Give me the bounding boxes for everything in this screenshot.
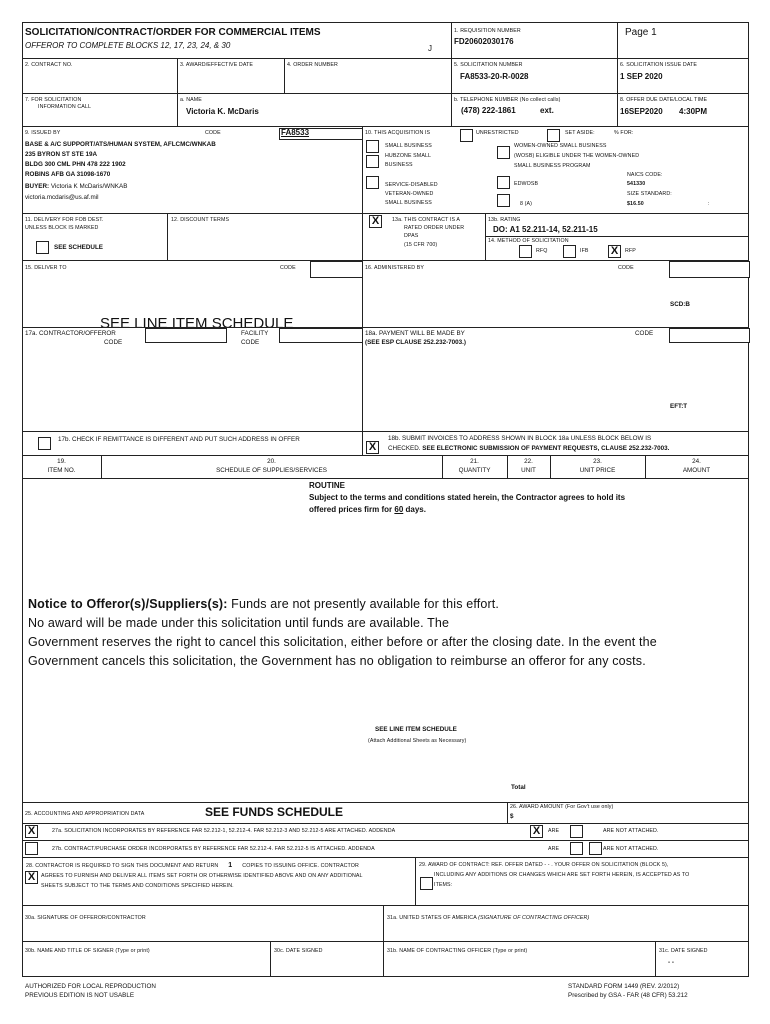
signature-officer-italic: (SIGNATURE OF CONTRACTING OFFICER)	[478, 915, 590, 921]
col-20-num: 20.	[267, 458, 276, 465]
naics-label: NAICS CODE:	[627, 172, 663, 178]
buyer-label: BUYER:	[25, 183, 50, 190]
issued-code-label: CODE	[205, 130, 221, 136]
footer-prescribed-by: Prescribed by GSA - FAR (48 CFR) 53.212	[568, 992, 688, 999]
clause-29-checkbox[interactable]	[420, 877, 433, 890]
rated-order-label-3: DPAS	[404, 233, 419, 239]
contract-no-label: 2. CONTRACT NO.	[25, 62, 73, 68]
facility-code-field[interactable]	[279, 328, 363, 343]
submit-invoice-line-1: 18b. SUBMIT INVOICES TO ADDRESS SHOWN IN BLOCK 18a UNLESS BLOCK BELOW IS	[388, 435, 652, 442]
clause-27b-text: 27b. CONTRACT/PURCHASE ORDER INCORPORATES BY REFERENCE FAR 52.212-4. FAR 52.212-5 IS ATTACHED. ADDENDA	[52, 846, 375, 852]
payment-code-field[interactable]	[669, 328, 750, 343]
deliver-to-code-label: CODE	[280, 265, 296, 271]
issue-date-label: 6. SOLICITATION ISSUE DATE	[620, 62, 698, 68]
clause-28-copies[interactable]: 1	[228, 862, 233, 869]
signer-name-label: 30b. NAME AND TITLE OF SIGNER (Type or print)	[25, 948, 150, 954]
accounting-label: 25. ACCOUNTING AND APPROPRIATION DATA	[25, 811, 145, 817]
wosb-label-3: SMALL BUSINESS PROGRAM	[514, 163, 591, 169]
buyer-email[interactable]: victoria.mcdaris@us.af.mil	[25, 194, 99, 201]
ifb-label: IFB	[580, 248, 589, 254]
offeror-date-label: 30c. DATE SIGNED	[274, 948, 323, 954]
issued-address-line-1: BASE & A/C SUPPORT/ATS/HUMAN SYSTEM, AFLCMC/WNKAB	[25, 141, 216, 148]
rfq-label: RFQ	[536, 248, 548, 254]
deliver-to-label: 15. DELIVER TO	[25, 265, 67, 271]
eft-value: EFT:T	[670, 403, 688, 410]
clause-28-line-2: AGREES TO FURNISH AND DELIVER ALL ITEMS SET FORTH OR OTHERWISE IDENTIFIED ABOVE AND ON ANY ADDITIONAL	[41, 873, 363, 879]
rated-order-label-4: (15 CFR 700)	[404, 242, 438, 248]
rated-order-label: 13a. THIS CONTRACT IS A	[392, 217, 461, 223]
administered-by-label: 16. ADMINISTERED BY	[365, 265, 425, 271]
col-22-num: 22.	[524, 458, 533, 465]
notice-line-1	[28, 597, 499, 611]
percent-for-label: % FOR:	[614, 130, 634, 136]
col-23-label: UNIT PRICE	[579, 467, 616, 474]
method-label: 14. METHOD OF SOLICITATION	[488, 238, 569, 244]
contractor-label: 17a. CONTRACTOR/OFFEROR	[25, 330, 116, 337]
clause-28-checkbox[interactable]: X	[25, 871, 38, 884]
requisition-label: 1. REQUISITION NUMBER	[454, 28, 521, 34]
set-aside-label: SET ASIDE:	[565, 130, 595, 136]
offeror-instruction: OFFEROR TO COMPLETE BLOCKS 12, 17, 23, 24, & 30	[25, 41, 231, 50]
telephone-ext: ext.	[540, 106, 554, 115]
terms-line-2	[309, 505, 426, 514]
col-21-label: QUANTITY	[458, 467, 491, 474]
rated-order-checkbox[interactable]: X	[369, 215, 382, 228]
see-schedule-checkbox[interactable]	[36, 241, 49, 254]
col-20-label: SCHEDULE OF SUPPLIES/SERVICES	[216, 467, 327, 474]
solicitation-number-label: 5. SOLICITATION NUMBER	[454, 62, 523, 68]
issue-date[interactable]: 1 SEP 2020	[620, 72, 663, 81]
buyer-name: Victoria K McDaris/WNKAB	[50, 183, 128, 190]
hubzone-label: HUBZONE SMALL	[385, 153, 432, 159]
footer-reproduction: AUTHORIZED FOR LOCAL REPRODUCTION	[25, 983, 156, 990]
attach-sheets-note: (Attach Additional Sheets as Necessary)	[368, 738, 467, 744]
hubzone-label-2: BUSINESS	[385, 162, 413, 168]
col-19-label: ITEM NO.	[47, 467, 76, 474]
due-time[interactable]: 4:30PM	[679, 107, 708, 116]
name-label: a. NAME	[180, 97, 202, 103]
contractor-code-label: CODE	[104, 339, 123, 346]
27b-are-label: ARE	[548, 846, 560, 852]
info-call-label: 7. FOR SOLICITATION	[25, 97, 82, 103]
27a-not-attached-checkbox[interactable]	[570, 825, 583, 838]
issued-address-line-2: 235 BYRON ST STE 19A	[25, 151, 98, 158]
clause-28-text-b: COPIES TO ISSUING OFFICE. CONTRACTOR	[242, 863, 359, 869]
issued-code: FA8533	[281, 128, 310, 137]
facility-label: FACILITY	[241, 330, 269, 337]
small-business-checkbox[interactable]	[366, 140, 379, 153]
notice-line-4: Government cancels this solicitation, the Government has no obligation to reimburse an offeror for any costs.	[28, 654, 646, 668]
issued-by-label: 9. ISSUED BY	[25, 130, 61, 136]
submit-invoice-checkbox[interactable]: X	[366, 441, 379, 454]
due-date-label: 8. OFFER DUE DATE/LOCAL TIME	[620, 97, 708, 103]
j-mark: J	[428, 44, 432, 53]
27b-not-attached-checkbox[interactable]	[589, 842, 602, 855]
rating-label: 13b. RATING	[488, 217, 521, 223]
payment-code-label: CODE	[635, 330, 654, 337]
buyer-line	[25, 183, 127, 190]
col-22-label: UNIT	[521, 467, 536, 474]
administered-code-label: CODE	[618, 265, 634, 271]
wosb-checkbox[interactable]	[497, 146, 510, 159]
clause-27b-checkbox[interactable]	[25, 842, 38, 855]
wosb-label-2: (WOSB) ELIGIBLE UNDER THE WOMEN-OWNED	[514, 153, 640, 159]
telephone-number[interactable]: (478) 222-1861	[461, 106, 516, 115]
wosb-label: WOMEN-OWNED SMALL BUSINESS	[514, 143, 607, 149]
issued-address-line-4: ROBINS AFB GA 31098-1670	[25, 171, 111, 178]
contact-name[interactable]: Victoria K. McDaris	[186, 107, 259, 116]
notice-line-2: No award will be made under this solicitation until funds are available. The	[28, 616, 450, 630]
set-aside-checkbox[interactable]	[547, 129, 560, 142]
sdvosb-label: SERVICE-DISABLED	[385, 182, 438, 188]
routine-label: ROUTINE	[309, 481, 345, 490]
payment-value: (SEE ESP CLAUSE 252.232-7003.)	[365, 339, 467, 346]
signature-officer-prefix: 31a. UNITED STATES OF AMERICA	[387, 915, 477, 921]
terms-text-a: offered prices firm for	[309, 505, 393, 514]
unrestricted-checkbox[interactable]	[460, 129, 473, 142]
delivery-fob-label: 11. DELIVERY FOR FOB DEST.	[25, 217, 104, 223]
eight-a-label: 8 (A)	[520, 201, 532, 207]
col-19-num: 19.	[57, 458, 66, 465]
submit-invoice-line-2	[388, 445, 669, 452]
col-21-num: 21.	[470, 458, 479, 465]
sdvosb-label-3: SMALL BUSINESS	[385, 200, 432, 206]
sdvosb-label-2: VETERAN-OWNED	[385, 191, 434, 197]
officer-name-label: 31b. NAME OF CONTRACTING OFFICER (Type or print)	[387, 948, 528, 954]
notice-heading: Notice to Offeror(s)/Suppliers(s):	[28, 597, 228, 611]
clause-29-line-1: 29. AWARD OF CONTRACT: REF. OFFER DATED - - . YOUR OFFER ON SOLICITATION (BLOCK 5),	[419, 862, 669, 868]
acquisition-label: 10. THIS ACQUISITION IS	[365, 130, 431, 136]
notice-line-3: Government reserves the right to cancel this solicitation, either before or after the closing date. In the event the	[28, 635, 657, 649]
footer-previous-edition: PREVIOUS EDITION IS NOT USABLE	[25, 992, 135, 999]
administered-code-field[interactable]	[669, 261, 750, 278]
award-dollar: $	[510, 813, 514, 820]
terms-days: 60	[394, 505, 404, 514]
sdvosb-checkbox[interactable]	[366, 176, 379, 189]
payment-label: 18a. PAYMENT WILL BE MADE BY	[365, 330, 465, 337]
footer-form-number: STANDARD FORM 1449 (REV. 2/2012)	[568, 983, 680, 990]
facility-code-label: CODE	[241, 339, 260, 346]
officer-date-label: 31c. DATE SIGNED	[659, 948, 708, 954]
27b-are-checkbox[interactable]	[570, 842, 583, 855]
remittance-label: 17b. CHECK IF REMITTANCE IS DIFFERENT AND PUT SUCH ADDRESS IN OFFER	[58, 436, 300, 443]
unrestricted-label: UNRESTRICTED	[476, 130, 519, 136]
clause-29-line-3: ITEMS:	[434, 882, 453, 888]
see-schedule-label: SEE SCHEDULE	[54, 244, 103, 251]
27a-are-checkbox[interactable]: X	[530, 825, 543, 838]
order-number-label: 4. ORDER NUMBER	[287, 62, 338, 68]
edwosb-label: EDWOSB	[514, 181, 539, 187]
signature-officer-label	[387, 915, 589, 921]
edwosb-checkbox[interactable]	[497, 176, 510, 189]
terms-text-b: days.	[405, 505, 426, 514]
size-standard-label: SIZE STANDARD:	[627, 191, 672, 197]
award-date-label: 3. AWARD/EFFECTIVE DATE	[180, 62, 254, 68]
rfq-checkbox[interactable]	[519, 245, 532, 258]
clause-29-line-2: INCLUDING ANY ADDITIONS OR CHANGES WHICH ARE SET FORTH HEREIN, IS ACCEPTED AS TO	[434, 872, 690, 878]
27a-not-attached-label: ARE NOT ATTACHED.	[603, 828, 659, 834]
clause-28-text-a: 28. CONTRACTOR IS REQUIRED TO SIGN THIS DOCUMENT AND RETURN	[26, 863, 219, 869]
see-line-item-schedule: SEE LINE ITEM SCHEDULE	[375, 726, 457, 733]
col-23-num: 23.	[593, 458, 602, 465]
page-number: Page 1	[625, 27, 657, 38]
clause-28-line-3: SHEETS SUBJECT TO THE TERMS AND CONDITIONS SPECIFIED HEREIN.	[41, 883, 234, 889]
due-date[interactable]: 16SEP2020	[620, 107, 663, 116]
clause-27a-checkbox[interactable]: X	[25, 825, 38, 838]
scd-value: SCD:B	[670, 301, 690, 308]
clause-28-line-1	[26, 862, 359, 869]
rating-value[interactable]: DO: A1 52.211-14, 52.211-15	[493, 225, 598, 234]
form-title: SOLICITATION/CONTRACT/ORDER FOR COMMERCIAL ITEMS	[25, 27, 321, 38]
submit-esp: SEE ELECTRONIC SUBMISSION OF PAYMENT REQUESTS, CLAUSE 252.232-7003.	[422, 445, 670, 452]
col-24-label: AMOUNT	[682, 467, 711, 474]
col-24-num: 24.	[692, 458, 701, 465]
officer-date-value: - -	[668, 959, 674, 966]
naics-code[interactable]: 541330	[627, 181, 646, 187]
award-amount-label: 26. AWARD AMOUNT (For Gov't use only)	[510, 804, 614, 810]
size-standard[interactable]: $16.50	[627, 201, 644, 207]
rated-order-label-2: RATED ORDER UNDER	[404, 225, 465, 231]
requisition-number[interactable]: FD20602030176	[454, 37, 514, 46]
solicitation-number[interactable]: FA8533-20-R-0028	[460, 72, 529, 81]
27a-are-label: ARE	[548, 828, 560, 834]
contractor-code-field[interactable]	[145, 328, 227, 343]
rfp-checkbox[interactable]: X	[608, 245, 621, 258]
ifb-checkbox[interactable]	[563, 245, 576, 258]
overflow-text-clip	[100, 312, 300, 327]
hubzone-checkbox[interactable]	[366, 155, 379, 168]
discount-terms-label: 12. DISCOUNT TERMS	[171, 217, 230, 223]
telephone-label: b. TELEPHONE NUMBER (No collect calls)	[454, 97, 561, 103]
overflow-line-schedule: SEE LINE ITEM SCHEDULE	[100, 315, 294, 327]
terms-line-1: Subject to the terms and conditions stated herein, the Contractor agrees to hold its	[309, 493, 626, 502]
small-business-label: SMALL BUSINESS	[385, 143, 432, 149]
deliver-to-code-field[interactable]	[310, 261, 363, 278]
info-call-label-2: INFORMATION CALL	[38, 104, 92, 110]
delivery-fob-label-2: UNLESS BLOCK IS MARKED	[25, 225, 99, 231]
signature-offeror-label: 30a. SIGNATURE OF OFFEROR/CONTRACTOR	[25, 915, 146, 921]
size-colon: :	[708, 201, 710, 207]
notice-text: Funds are not presently available for this effort.	[227, 597, 500, 611]
remittance-checkbox[interactable]	[38, 437, 51, 450]
issued-address-line-3: BLDG 300 CML PHN 478 222 1902	[25, 161, 126, 168]
accounting-value: SEE FUNDS SCHEDULE	[205, 805, 344, 819]
clause-27a-text: 27a. SOLICITATION INCORPORATES BY REFERENCE FAR 52.212-1, 52.212-4. FAR 52.212-3 AND 52.212-5 ARE ATTACHED. ADDENDA	[52, 828, 396, 834]
27b-not-attached-label: ARE NOT ATTACHED.	[603, 846, 659, 852]
rfp-label: RFP	[625, 248, 636, 254]
submit-checked: CHECKED.	[388, 445, 421, 452]
eight-a-checkbox[interactable]	[497, 194, 510, 207]
total-label: Total	[511, 784, 526, 791]
